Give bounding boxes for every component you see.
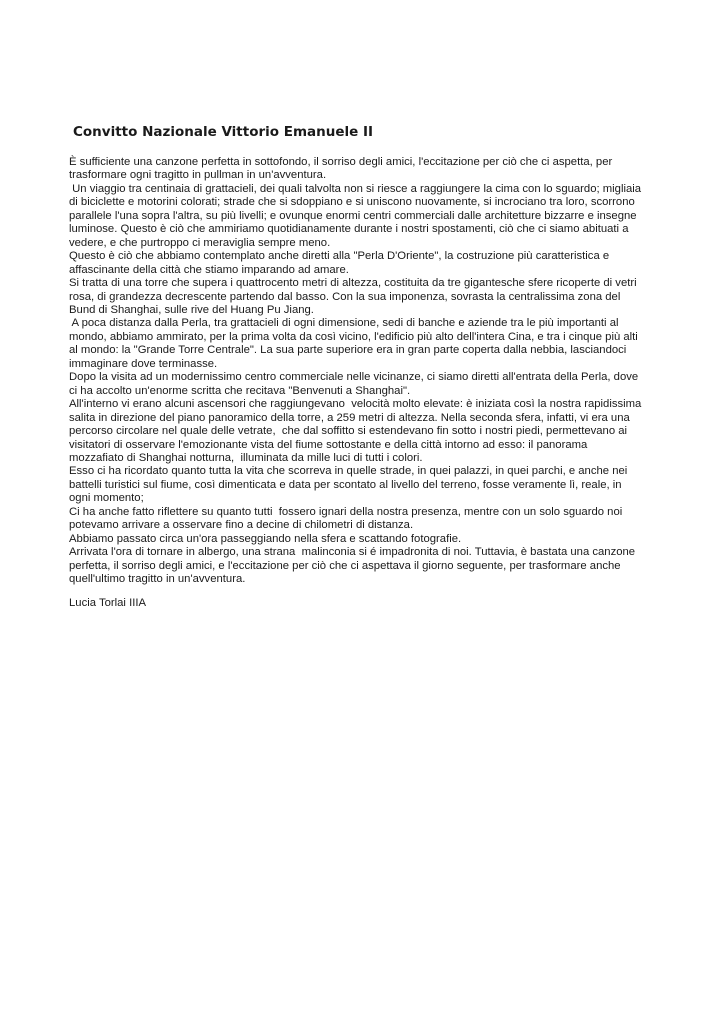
paragraph-line: Bund di Shanghai, sulle rive del Huang Pu Jiang. <box>69 303 314 316</box>
paragraph-line: immaginare dove terminasse. <box>69 357 218 370</box>
paragraph-line: mondo, abbiamo ammirato, per la prima volta da così vicino, l'edificio più alto dell'intera Cina, e tra i cinque più alti <box>69 330 638 343</box>
paragraph-line: perfetta, il sorriso degli amici, e l'eccitazione per ciò che ci aspettava il giorno seguente, per trasformare anche <box>69 559 621 572</box>
paragraph-line: Arrivata l'ora di tornare in albergo, una strana malinconia si é impadronita di noi. Tuttavia, è bastata una canzone <box>69 546 636 559</box>
paragraph-line: al mondo: la "Grande Torre Centrale". La sua parte superiore era in gran parte coperta dalla nebbia, lasciandoci <box>69 344 627 357</box>
paragraph-line: luminose. Questo è ciò che ammiriamo quotidianamente durante i nostri spostamenti, ciò che ci siamo abituati a <box>69 223 629 236</box>
paragraph-line: Ci ha anche fatto riflettere su quanto tutti fossero ignari della nostra presenza, mentre con un solo sguardo noi <box>69 505 623 518</box>
paragraph-line: mozzafiato di Shanghai notturna, illuminata da mille luci di tutti i colori. <box>69 451 423 464</box>
paragraph-line: A poca distanza dalla Perla, tra grattacieli di ogni dimensione, sedi di banche e aziende tra le più importanti al <box>69 317 619 330</box>
paragraph-line: È sufficiente una canzone perfetta in sottofondo, il sorriso degli amici, l'eccitazione per ciò che ci aspetta, per <box>69 156 613 168</box>
paragraph-line: ogni momento; <box>69 492 144 505</box>
paragraph-line: percorso circolare nel quale delle vetrate, che dal soffitto si estendevano fin sotto i nostri piedi, permettevano ai <box>69 425 628 438</box>
paragraph-line: rosa, di grandezza decrescente partendo dal basso. Con la sua imponenza, sovrasta la centralissima zona del <box>69 290 621 303</box>
author-signature: Lucia Torlai IIIA <box>69 597 147 609</box>
paragraph-line: Un viaggio tra centinaia di grattacieli, dei quali talvolta non si riesce a raggiungere la cima con lo sguardo; migliaia <box>69 182 642 195</box>
paragraph-line: potevamo arrivare a osservare fino a decine di chilometri di distanza. <box>69 519 414 532</box>
paragraph-line: All'interno vi erano alcuni ascensori che raggiungevano velocità molto elevate: è iniziata così la nostra rapidissima <box>69 398 642 411</box>
paragraph-line: affascinante della città che stiamo imparando ad amare. <box>69 263 349 276</box>
paragraph-line: trasformare ogni tragitto in pullman in un'avventura. <box>69 169 327 182</box>
paragraph-line: vedere, e che purtroppo ci meraviglia sempre meno. <box>69 236 331 249</box>
paragraph-line: Dopo la visita ad un modernissimo centro commerciale nelle vicinanze, ci siamo diretti all'entrata della Perla, dove <box>69 371 639 384</box>
document-title: Convitto Nazionale Vittorio Emanuele II <box>73 124 374 140</box>
paragraph-line: parallele l'una sopra l'altra, su più livelli; e ovunque enormi centri commerciali dalle architetture bizzarre e insegne <box>69 209 637 222</box>
paragraph-line: ci ha accolto un'enorme scritta che recitava "Benvenuti a Shanghai". <box>69 384 411 397</box>
paragraph-line: di biciclette e motorini colorati; strade che si sdoppiano e si uniscono nuovamente, si incrociano tra loro, scorrono <box>69 196 635 209</box>
paragraph-line: Si tratta di una torre che supera i quattrocento metri di altezza, costituita da tre gigantesche sfere ricoperte di vetri <box>69 277 637 290</box>
paragraph-line: quell'ultimo tragitto in un'avventura. <box>69 573 246 586</box>
document-body <box>69 156 669 587</box>
paragraph-line: battelli turistici sul fiume, così dimenticata e data per scontato al livello del terreno, fosse veramente lì, reale, in <box>69 478 622 491</box>
paragraph-line: Questo è ciò che abbiamo contemplato anche diretti alla "Perla D'Oriente", la costruzione più caratteristica e <box>69 250 610 263</box>
paragraph-line: salita in direzione del piano panoramico della torre, a 259 metri di altezza. Nella seconda sfera, infatti, vi era una <box>69 411 630 424</box>
paragraph-line: Abbiamo passato circa un'ora passeggiando nella sfera e scattando fotografie. <box>69 532 462 545</box>
paragraph-line: visitatori di osservare l'emozionante vista del fiume sottostante e della città intorno ad esso: il panorama <box>69 438 588 451</box>
paragraph-line: Esso ci ha ricordato quanto tutta la vita che scorreva in quelle strade, in quei palazzi, in quei parchi, e anche nei <box>69 465 628 478</box>
